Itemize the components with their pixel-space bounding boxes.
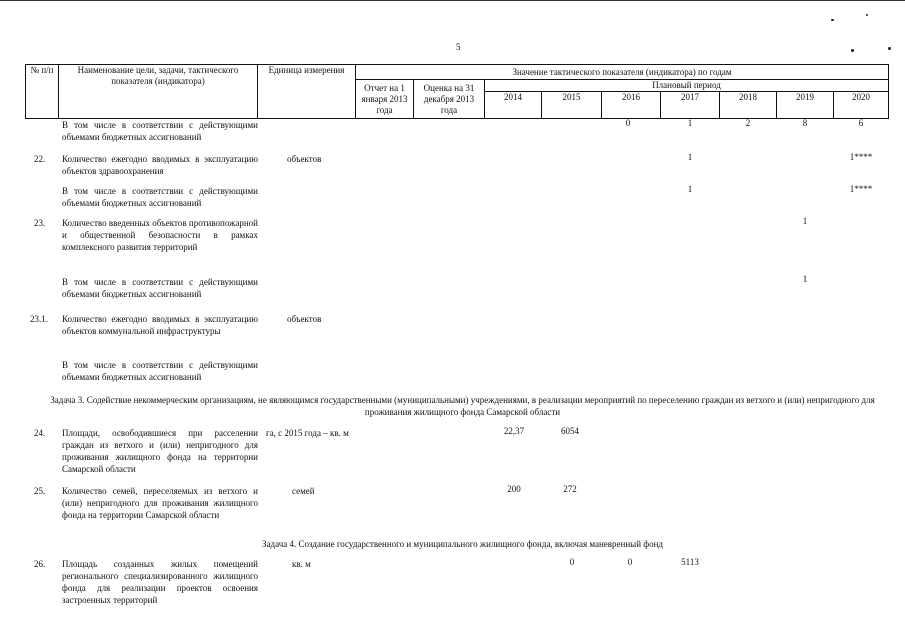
- row-value: 1****: [849, 152, 873, 162]
- row-value: 0: [625, 118, 631, 128]
- row-value: 272: [563, 484, 577, 494]
- header-year: 2018: [720, 92, 777, 119]
- top-border-line: [0, 0, 905, 1]
- row-unit: кв. м: [292, 559, 311, 569]
- row-number: 25.: [34, 486, 46, 496]
- row-value: 5113: [681, 557, 699, 567]
- header-year: 2017: [661, 92, 720, 119]
- row-number: 22.: [34, 154, 46, 164]
- row-name: Количество введенных объектов противопожарной и общественной безопасности в рамках комплексного развития территорий: [62, 218, 258, 252]
- row-value: 0: [627, 557, 633, 567]
- task-heading: Задача 3. Содействие некоммерческим организациям, не являющимся государственными (муниципальными) учреждениями, в реализации мероприятий по переселению граждан из ветхого и (или) непригодного для проживания жилищного фонда Самарской области: [50, 395, 875, 417]
- header-num: № п/п: [26, 65, 59, 119]
- row-number: 24.: [34, 428, 46, 438]
- row-name: В том числе в соответствии с действующими объемами бюджетных ассигнований: [62, 277, 258, 299]
- header-estimate: Оценка на 31 декабря 2013 года: [414, 80, 485, 119]
- row-name: Площади, освободившиеся при расселении граждан из ветхого и (или) непригодного для проживания жилищного фонда на территории Самарской области: [62, 428, 258, 474]
- scan-speck: [866, 14, 868, 16]
- row-unit: объектов: [287, 314, 322, 324]
- row-number: 26.: [34, 559, 46, 569]
- row-value: 6: [858, 118, 864, 128]
- row-value: 1: [802, 274, 808, 284]
- row-value: 6054: [561, 426, 579, 436]
- row-value: 1: [687, 184, 693, 194]
- row-name: Количество ежегодно вводимых в эксплуатацию объектов здравоохранения: [62, 154, 258, 176]
- row-name: Количество ежегодно вводимых в эксплуатацию объектов коммунальной инфраструктуры: [62, 314, 258, 336]
- header-year: 2020: [834, 92, 889, 119]
- row-name: В том числе в соответствии с действующими объемами бюджетных ассигнований: [62, 120, 258, 142]
- row-name: Количество семей, переселяемых из ветхого и (или) непригодного для проживания жилищного фонда на территории Самарской области: [62, 486, 258, 520]
- row-value: 1: [687, 118, 693, 128]
- row-number: 23.1.: [30, 314, 48, 324]
- header-plan: Плановый период: [485, 80, 889, 92]
- header-name: Наименование цели, задачи, тактического показателя (индикатора): [59, 65, 258, 119]
- row-value: 0: [569, 557, 575, 567]
- scan-speck: [851, 49, 854, 52]
- table-header: [25, 64, 889, 119]
- row-name: В том числе в соответствии с действующими объемами бюджетных ассигнований: [62, 360, 258, 382]
- row-number: 23.: [34, 218, 46, 228]
- row-unit: семей: [292, 486, 315, 496]
- header-year: 2016: [602, 92, 661, 119]
- row-unit: объектов: [287, 154, 322, 164]
- header-year: 2019: [777, 92, 834, 119]
- row-value: 8: [802, 118, 808, 128]
- scan-speck: [831, 19, 834, 21]
- task-heading: Задача 4. Создание государственного и муниципального жилищного фонда, включая маневренный фонд: [261, 539, 663, 549]
- header-values: Значение тактического показателя (индикатора) по годам: [356, 65, 889, 80]
- header-report: Отчет на 1 января 2013 года: [356, 80, 414, 119]
- row-name: Площадь созданных жилых помещений регионального специализированного жилищного фонда для реализации проектов освоения застроенных территорий: [62, 559, 258, 605]
- row-value: 22,37: [503, 426, 525, 436]
- scan-speck: [888, 47, 891, 50]
- row-value: 1: [802, 216, 808, 226]
- row-value: 2: [745, 118, 751, 128]
- header-year: 2014: [485, 92, 542, 119]
- row-unit: га, с 2015 года – кв. м: [266, 428, 349, 438]
- row-value: 1****: [849, 184, 873, 194]
- page-number: 5: [456, 42, 461, 52]
- header-unit: Единица измерения: [258, 65, 356, 119]
- header-year: 2015: [542, 92, 602, 119]
- row-value: 200: [507, 484, 521, 494]
- row-value: 1: [687, 152, 693, 162]
- row-name: В том числе в соответствии с действующими объемами бюджетных ассигнований: [62, 186, 258, 208]
